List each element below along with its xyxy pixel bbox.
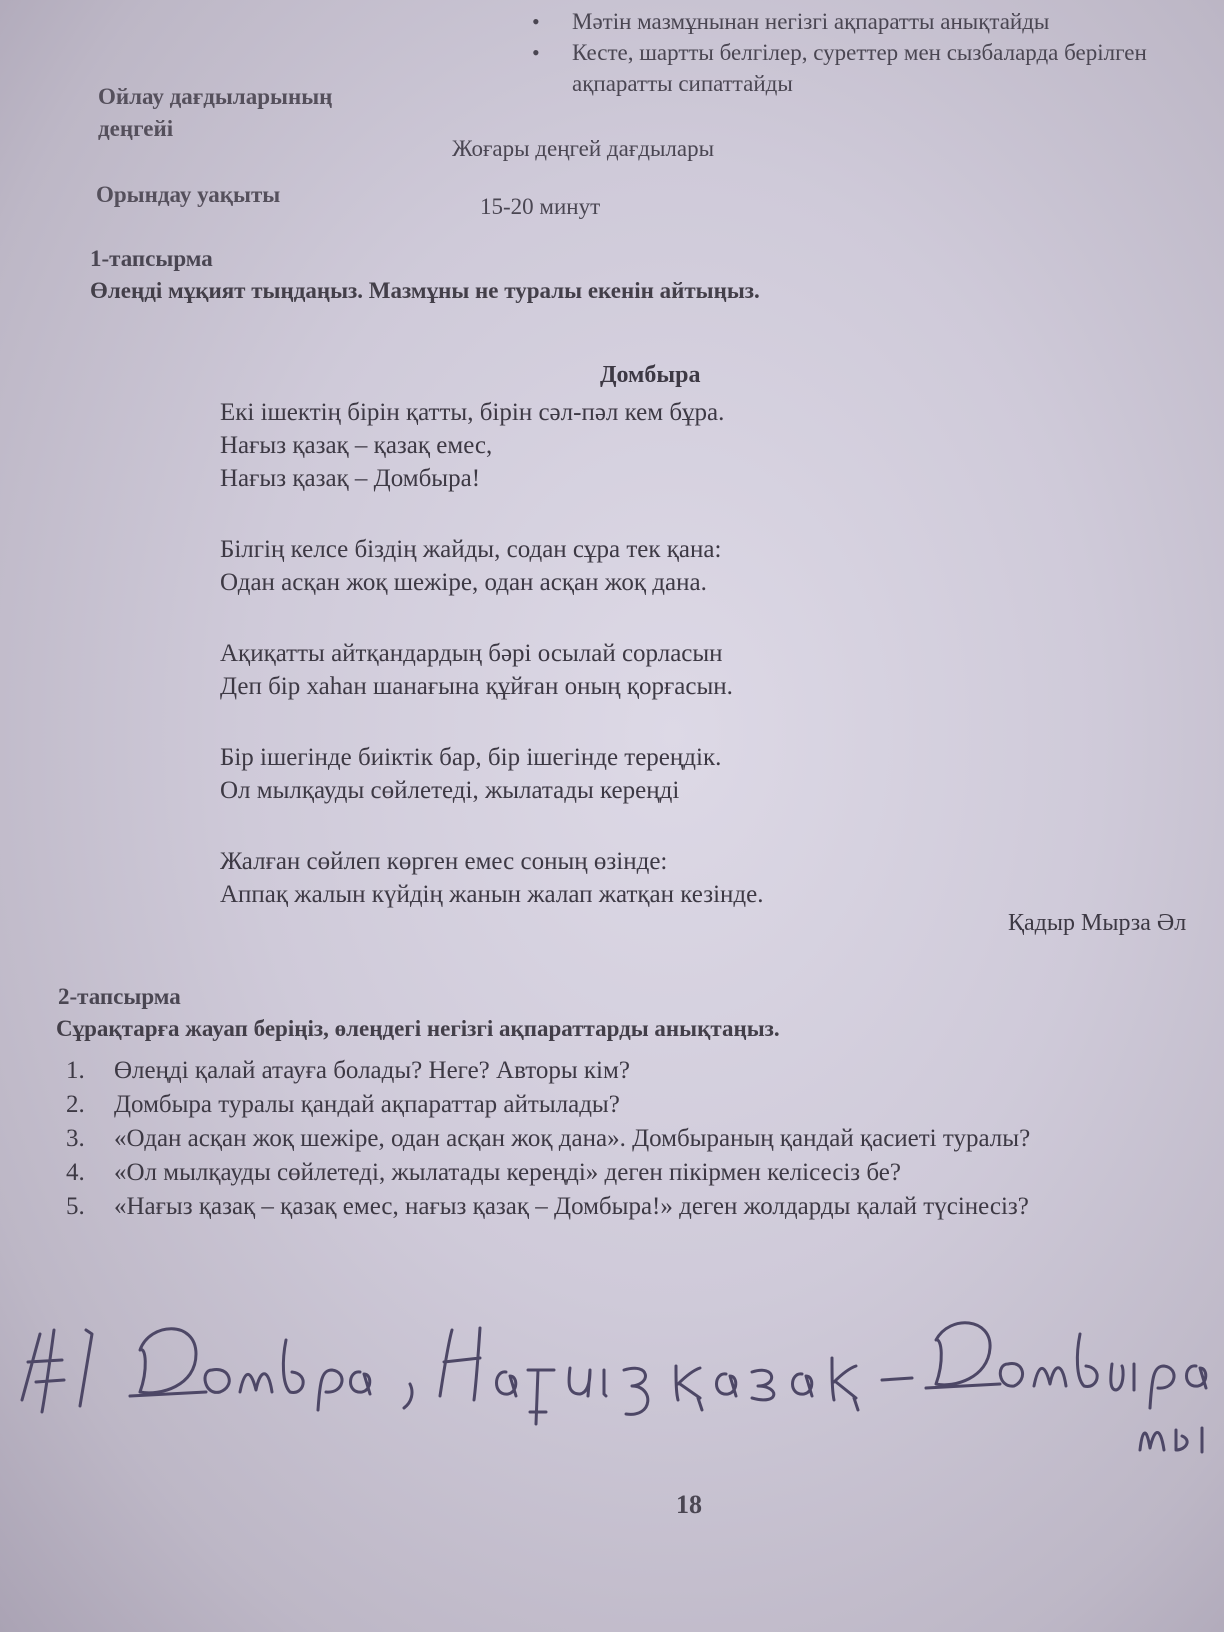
thinking-level-label-line2: деңгейі bbox=[98, 116, 174, 141]
question-number: 5. bbox=[66, 1193, 85, 1220]
poem-line: Ақиқатты айтқандардың бәрі осылай сорласын bbox=[220, 640, 723, 667]
poem-stanza bbox=[220, 637, 900, 703]
question-item bbox=[62, 1156, 1212, 1190]
poem-line: Екі ішектің бірін қатты, бірін сәл-пәл кем бұра. bbox=[220, 399, 725, 426]
poem-author: Қадыр Мырза Әл bbox=[1008, 910, 1187, 936]
question-text: Өлеңді қалай атауға болады? Неге? Авторы кім? bbox=[114, 1057, 630, 1084]
question-text: «Нағыз қазақ – қазақ емес, нағыз қазақ – Домбыра!» деген жолдарды қалай түсінесіз? bbox=[114, 1193, 1029, 1220]
poem-line: Одан асқан жоқ шежіре, одан асқан жоқ дана. bbox=[220, 569, 707, 596]
question-item bbox=[62, 1088, 1212, 1122]
poem-stanza bbox=[220, 741, 900, 807]
question-number: 2. bbox=[66, 1091, 85, 1118]
question-item bbox=[62, 1054, 1212, 1088]
poem-line: Жалған сөйлеп көрген емес соның өзінде: bbox=[220, 848, 668, 875]
time-value: 15-20 минут bbox=[480, 194, 601, 219]
thinking-level-label-line1: Ойлау дағдыларының bbox=[98, 84, 333, 109]
question-number: 3. bbox=[66, 1125, 85, 1152]
poem-body bbox=[220, 396, 900, 949]
poem-stanza bbox=[220, 533, 900, 599]
poem-line: Ол мылқауды сөйлетеді, жылатады кереңді bbox=[220, 777, 680, 804]
question-text: Домбыра туралы қандай ақпараттар айтылады? bbox=[114, 1091, 620, 1118]
task1-instruction: Өлеңді мұқият тыңдаңыз. Мазмұны не туралы екенін айтыңыз. bbox=[90, 278, 760, 303]
question-number: 4. bbox=[66, 1159, 85, 1186]
thinking-level-value: Жоғары деңгей дағдылары bbox=[452, 136, 715, 161]
question-text: «Ол мылқауды сөйлетеді, жылатады кереңді» деген пікірмен келісесіз бе? bbox=[114, 1159, 901, 1186]
poem-line: Нағыз қазақ – Домбыра! bbox=[220, 465, 481, 492]
poem-title: Домбыра bbox=[600, 362, 701, 388]
questions-list bbox=[62, 1054, 1212, 1224]
handwritten-answer bbox=[0, 1300, 1224, 1460]
page-number: 18 bbox=[676, 1490, 702, 1519]
time-label: Орындау уақыты bbox=[96, 182, 281, 207]
poem-stanza bbox=[220, 396, 900, 495]
objective-item: • Кесте, шартты белгілер, суреттер мен сызбаларда берілген ақпаратты сипаттайды bbox=[528, 37, 1218, 99]
question-number: 1. bbox=[66, 1057, 85, 1084]
poem-stanza bbox=[220, 845, 900, 911]
question-item bbox=[62, 1122, 1212, 1156]
poem-line: Білгің келсе біздің жайды, содан сұра тек қана: bbox=[220, 536, 722, 563]
handwritten-answer-text: №1 Домбра , Нағыз қазақ - Домбыра . Мы bbox=[0, 1300, 18, 1301]
poem-line: Бір ішегінде биіктік бар, бір ішегінде тереңдік. bbox=[220, 744, 722, 771]
task2-instruction: Сұрақтарға жауап беріңіз, өлеңдегі негізгі ақпараттарды анықтаңыз. bbox=[56, 1016, 780, 1041]
task2-title: 2-тапсырма bbox=[58, 984, 181, 1009]
poem-line: Аппақ жалын күйдің жанын жалап жатқан кезінде. bbox=[220, 881, 764, 908]
question-item bbox=[62, 1190, 1212, 1224]
poem-line: Деп бір хаһан шанағына құйған оның қорғасын. bbox=[220, 673, 733, 700]
question-text: «Одан асқан жоқ шежіре, одан асқан жоқ дана». Домбыраның қандай қасиеті туралы? bbox=[114, 1125, 1031, 1152]
objectives-list bbox=[528, 6, 1218, 99]
poem-line: Нағыз қазақ – қазақ емес, bbox=[220, 432, 493, 459]
task1-title: 1-тапсырма bbox=[90, 246, 213, 271]
objective-item: • Мәтін мазмұнынан негізгі ақпаратты анықтайды bbox=[528, 6, 1218, 37]
